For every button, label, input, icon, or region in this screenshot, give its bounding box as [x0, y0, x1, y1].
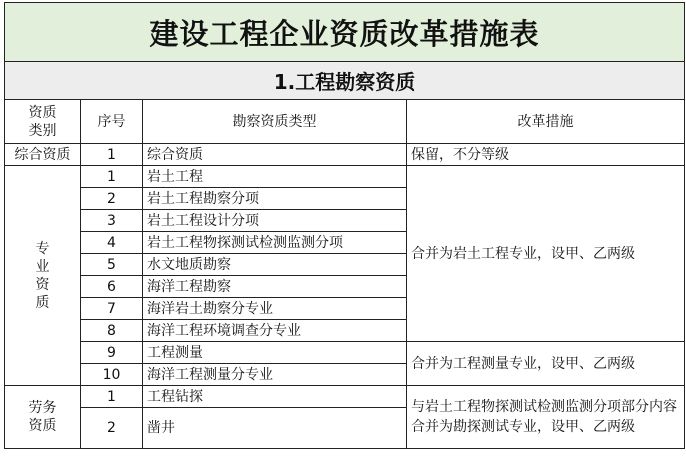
table-row — [5, 144, 685, 166]
section-title: 1.工程勘察资质 — [5, 62, 685, 100]
row-type: 岩土工程设计分项 — [143, 210, 407, 232]
row-type: 岩土工程 — [143, 166, 407, 188]
category-professional-char: 专 — [35, 240, 50, 257]
category-professional-char: 资 — [35, 276, 50, 293]
row-type: 海洋岩土勘察分专业 — [143, 298, 407, 320]
header-measure: 改革措施 — [407, 100, 685, 144]
header-row — [5, 100, 685, 144]
table-row — [5, 386, 685, 408]
table-title: 建设工程企业资质改革措施表 — [5, 3, 685, 62]
row-type: 海洋工程测量分专业 — [143, 364, 407, 386]
table-row — [5, 342, 685, 364]
row-type: 工程测量 — [143, 342, 407, 364]
row-number: 9 — [81, 342, 143, 364]
row-number: 1 — [81, 144, 143, 166]
measure-geotechnical: 合并为岩土工程专业，设甲、乙两级 — [407, 166, 685, 342]
measure-labor: 与岩土工程物探测试检测监测分项部分内容合并为勘探测试专业，设甲、乙两级 — [407, 386, 685, 449]
header-category-line2: 类别 — [28, 122, 57, 139]
measure-surveying: 合并为工程测量专业，设甲、乙两级 — [407, 342, 685, 386]
row-measure: 保留，不分等级 — [407, 144, 685, 166]
category-professional-char: 业 — [35, 258, 50, 275]
row-type: 海洋工程勘察 — [143, 276, 407, 298]
title-row — [5, 3, 685, 62]
category-professional — [5, 166, 81, 386]
row-number: 6 — [81, 276, 143, 298]
row-number: 1 — [81, 386, 143, 408]
reform-table-container — [4, 2, 684, 463]
row-number: 8 — [81, 320, 143, 342]
row-type: 岩土工程勘察分项 — [143, 188, 407, 210]
row-number: 2 — [81, 408, 143, 449]
table-row — [5, 166, 685, 188]
category-labor — [5, 386, 81, 449]
category-labor-line1: 劳务 — [28, 400, 57, 416]
row-number: 7 — [81, 298, 143, 320]
row-type: 岩土工程物探测试检测监测分项 — [143, 232, 407, 254]
header-type: 勘察资质类型 — [143, 100, 407, 144]
row-number: 1 — [81, 166, 143, 188]
row-number: 10 — [81, 364, 143, 386]
category-comprehensive: 综合资质 — [5, 144, 81, 166]
category-professional-char: 质 — [35, 294, 50, 311]
header-category-line1: 资质 — [28, 104, 57, 121]
row-type: 海洋工程环境调查分专业 — [143, 320, 407, 342]
row-type: 水文地质勘察 — [143, 254, 407, 276]
row-number: 2 — [81, 188, 143, 210]
row-number: 3 — [81, 210, 143, 232]
row-number: 5 — [81, 254, 143, 276]
row-type: 综合资质 — [143, 144, 407, 166]
header-number: 序号 — [81, 100, 143, 144]
row-number: 4 — [81, 232, 143, 254]
row-type: 工程钻探 — [143, 386, 407, 408]
header-category — [5, 100, 81, 144]
category-labor-line2: 资质 — [28, 418, 57, 434]
reform-measures-table — [4, 2, 685, 449]
row-type: 凿井 — [143, 408, 407, 449]
section-row — [5, 62, 685, 100]
